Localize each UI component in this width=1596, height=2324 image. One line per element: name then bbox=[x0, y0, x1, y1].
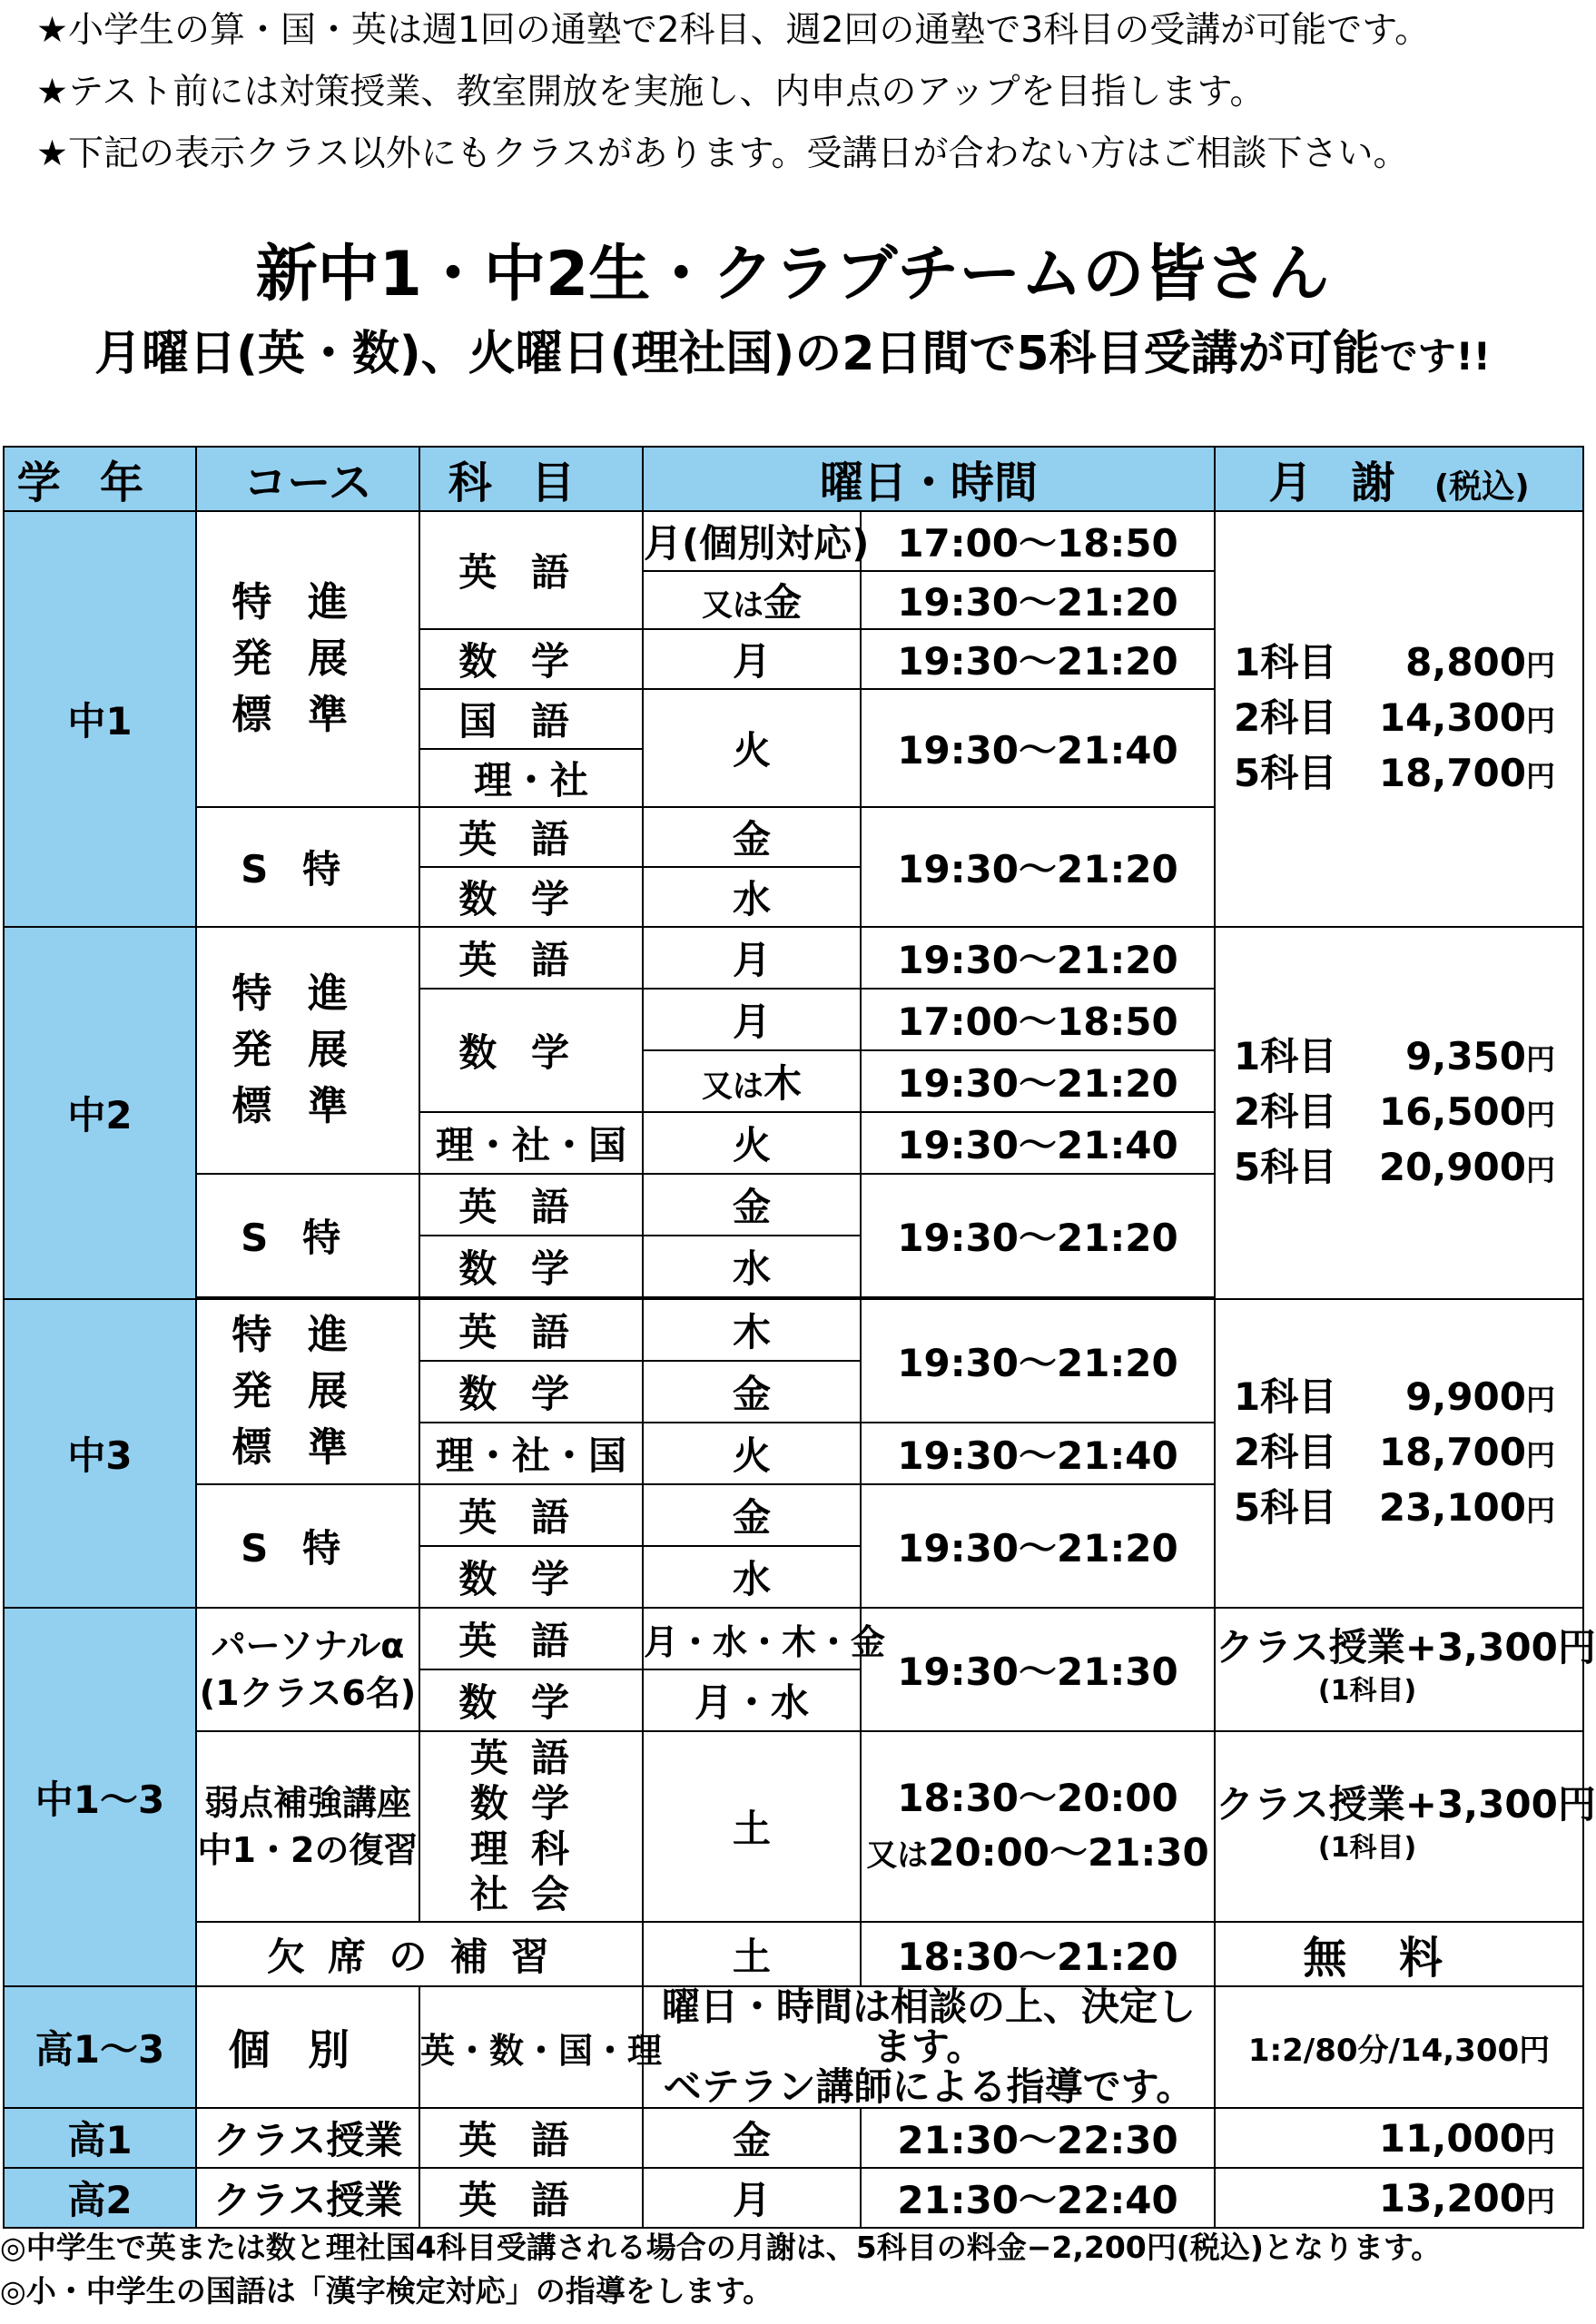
day-cell: 土 bbox=[643, 1731, 861, 1922]
time-cell: 19:30〜21:20 bbox=[861, 1050, 1215, 1112]
day-cell: 火 bbox=[643, 689, 861, 807]
course-cell: 特進 発展 標準 bbox=[196, 511, 419, 807]
grade-cell: 高2 bbox=[4, 2168, 196, 2228]
time-cell: 19:30〜21:20 bbox=[861, 571, 1215, 629]
subject-cell: 英語 bbox=[419, 807, 643, 867]
subject-cell: 英語 bbox=[419, 1299, 643, 1361]
grade-cell: 中1〜3 bbox=[4, 1608, 196, 1986]
table-row bbox=[4, 1922, 1583, 1986]
header-grade: 学年 bbox=[4, 447, 196, 511]
grade-cell: 中2 bbox=[4, 927, 196, 1299]
fee-line: 5科目 18,700円 bbox=[1234, 750, 1556, 795]
course-cell: クラス授業 bbox=[196, 2108, 419, 2168]
course-cell: 弱点補強講座 中1・2の復習 bbox=[196, 1731, 419, 1922]
day-cell: 木 bbox=[643, 1299, 861, 1361]
header-fee: 月謝(税込) bbox=[1215, 447, 1583, 511]
subtitle-main: 月曜日(英・数)、火曜日(理社国)の2日間で5科目受講が可能 bbox=[94, 327, 1380, 381]
subject-cell: 数学 bbox=[419, 1361, 643, 1423]
notes bbox=[36, 0, 1562, 185]
subject-cell: 英語 bbox=[419, 511, 643, 629]
time-cell: 18:30〜20:00 又は20:00〜21:30 bbox=[861, 1731, 1215, 1922]
time-cell: 17:00〜18:50 bbox=[861, 989, 1215, 1050]
course-cell: 個別 bbox=[196, 1986, 419, 2108]
time-cell: 19:30〜21:20 bbox=[861, 807, 1215, 927]
fee-cell bbox=[1215, 927, 1583, 1299]
day-cell: 金 bbox=[643, 1174, 861, 1236]
subject-cell: 数学 bbox=[419, 1236, 643, 1297]
fee-line: 5科目 20,900円 bbox=[1234, 1144, 1556, 1189]
day-cell: 月 bbox=[643, 989, 861, 1050]
course-cell: 特進 発展 標準 bbox=[196, 927, 419, 1174]
time-cell: 21:30〜22:40 bbox=[861, 2168, 1215, 2228]
day-cell: 水 bbox=[643, 867, 861, 927]
day-cell: 月 bbox=[643, 629, 861, 689]
note-1: ★小学生の算・国・英は週1回の通塾で2科目、週2回の通塾で3科目の受講が可能です。 bbox=[36, 10, 1431, 51]
day-cell: 又は金 bbox=[643, 571, 861, 629]
fee-cell: 11,000円 bbox=[1215, 2108, 1583, 2168]
course-cell: 特進 発展 標準 bbox=[196, 1299, 419, 1484]
subject-cell: 英語 bbox=[419, 1608, 643, 1669]
fee-line: 1科目 9,350円 bbox=[1234, 1033, 1556, 1078]
day-cell: 金 bbox=[643, 2108, 861, 2168]
table-row bbox=[4, 927, 1583, 989]
table-row bbox=[4, 2108, 1583, 2168]
day-cell: 月(個別対応) bbox=[643, 511, 861, 571]
subject-cell: 英語 bbox=[419, 2108, 643, 2168]
time-cell: 19:30〜21:20 bbox=[861, 1174, 1215, 1297]
time-cell: 19:30〜21:20 bbox=[861, 629, 1215, 689]
subject-cell: 数学 bbox=[419, 629, 643, 689]
subject-cell: 理・社 bbox=[419, 749, 643, 807]
fee-cell: 無料 bbox=[1215, 1922, 1583, 1986]
table-row bbox=[4, 1299, 1583, 1361]
header-schedule: 曜日・時間 bbox=[643, 447, 1215, 511]
time-cell: 19:30〜21:20 bbox=[861, 927, 1215, 989]
table-row bbox=[4, 1731, 1583, 1922]
grade-cell: 高1〜3 bbox=[4, 1986, 196, 2108]
fee-cell: 13,200円 bbox=[1215, 2168, 1583, 2228]
fee-line: 2科目 16,500円 bbox=[1234, 1088, 1556, 1134]
fee-cell: クラス授業+3,300円 (1科目) bbox=[1215, 1731, 1583, 1922]
footer-notes bbox=[0, 2226, 1585, 2313]
day-cell: 水 bbox=[643, 1546, 861, 1608]
time-cell: 19:30〜21:20 bbox=[861, 1299, 1215, 1423]
time-cell: 21:30〜22:30 bbox=[861, 2108, 1215, 2168]
subject-cell: 数学 bbox=[419, 1546, 643, 1608]
page-title: 新中1・中2生・クラブチームの皆さん bbox=[255, 239, 1330, 310]
footer-note-1: ◎中学生で英または数と理社国4科目受講される場合の月謝は、5科目の料金−2,200円(税込)となります。 bbox=[0, 2230, 1442, 2265]
fee-line: 5科目 23,100円 bbox=[1234, 1484, 1556, 1530]
subject-cell: 英語 bbox=[419, 927, 643, 989]
grade-cell: 高1 bbox=[4, 2108, 196, 2168]
fee-cell bbox=[1215, 511, 1583, 927]
day-cell: 土 bbox=[643, 1922, 861, 1986]
course-cell: クラス授業 bbox=[196, 2168, 419, 2228]
fee-cell: 1:2/80分/14,300円 bbox=[1215, 1986, 1583, 2108]
subject-cell: 国語 bbox=[419, 689, 643, 749]
fee-cell: クラス授業+3,300円 (1科目) bbox=[1215, 1608, 1583, 1731]
day-cell: 水 bbox=[643, 1236, 861, 1297]
day-cell: 月・水・木・金 bbox=[643, 1608, 861, 1669]
subtitle-tail: です!! bbox=[1379, 334, 1491, 379]
header-course: コース bbox=[196, 447, 419, 511]
subject-cell: 英語 bbox=[419, 2168, 643, 2228]
subject-cell: 理・社・国 bbox=[419, 1112, 643, 1174]
fee-line: 1科目 8,800円 bbox=[1234, 639, 1556, 684]
subject-cell: 数学 bbox=[419, 867, 643, 927]
subject-cell: 数学 bbox=[419, 989, 643, 1112]
subject-cell: 英・数・国・理 bbox=[419, 1986, 643, 2108]
table-row bbox=[4, 2168, 1583, 2228]
table-row bbox=[4, 1986, 1583, 2108]
consult-note: 曜日・時間は相談の上、決定します。 ベテラン講師による指導です。 bbox=[643, 1986, 1215, 2108]
day-cell: 月 bbox=[643, 2168, 861, 2228]
course-cell: S特 bbox=[196, 807, 419, 927]
fee-cell bbox=[1215, 1299, 1583, 1608]
page-subtitle bbox=[0, 320, 1585, 391]
time-cell: 19:30〜21:30 bbox=[861, 1608, 1215, 1731]
note-2: ★テスト前には対策授業、教室開放を実施し、内申点のアップを目指します。 bbox=[36, 72, 1266, 113]
fee-line: 2科目 14,300円 bbox=[1234, 694, 1556, 740]
time-cell: 17:00〜18:50 bbox=[861, 511, 1215, 571]
course-cell: パーソナルα (1クラス6名) bbox=[196, 1608, 419, 1731]
fee-line: 1科目 9,900円 bbox=[1234, 1374, 1556, 1419]
subject-cell: 英語 数学 理科 社会 bbox=[419, 1731, 643, 1922]
grade-cell: 中3 bbox=[4, 1299, 196, 1608]
course-cell: S特 bbox=[196, 1484, 419, 1608]
fee-table bbox=[3, 446, 1596, 2229]
subject-cell: 数学 bbox=[419, 1669, 643, 1731]
absence-label: 欠席の補習 bbox=[196, 1922, 643, 1986]
time-cell: 19:30〜21:40 bbox=[861, 689, 1215, 807]
table-row bbox=[4, 511, 1583, 571]
time-cell: 19:30〜21:40 bbox=[861, 1112, 1215, 1174]
day-cell: 火 bbox=[643, 1112, 861, 1174]
note-3: ★下記の表示クラス以外にもクラスがあります。受講日が合わない方はご相談下さい。 bbox=[36, 133, 1409, 174]
time-cell: 19:30〜21:20 bbox=[861, 1484, 1215, 1608]
day-cell: 火 bbox=[643, 1423, 861, 1484]
header-subject: 科目 bbox=[419, 447, 643, 511]
course-cell: S特 bbox=[196, 1174, 419, 1297]
time-cell: 19:30〜21:40 bbox=[861, 1423, 1215, 1484]
table-header bbox=[4, 447, 1583, 511]
time-cell: 18:30〜21:20 bbox=[861, 1922, 1215, 1986]
table-row bbox=[4, 1608, 1583, 1669]
subject-cell: 英語 bbox=[419, 1174, 643, 1236]
day-cell: 月 bbox=[643, 927, 861, 989]
day-cell: 金 bbox=[643, 1361, 861, 1423]
footer-note-2: ◎小・中学生の国語は「漢字検定対応」の指導をします。 bbox=[0, 2273, 773, 2309]
day-cell: 月・水 bbox=[643, 1669, 861, 1731]
grade-cell: 中1 bbox=[4, 511, 196, 927]
subject-cell: 理・社・国 bbox=[419, 1423, 643, 1484]
day-cell: 又は木 bbox=[643, 1050, 861, 1112]
day-cell: 金 bbox=[643, 1484, 861, 1546]
subject-cell: 英語 bbox=[419, 1484, 643, 1546]
day-cell: 金 bbox=[643, 807, 861, 867]
fee-line: 2科目 18,700円 bbox=[1234, 1429, 1556, 1474]
